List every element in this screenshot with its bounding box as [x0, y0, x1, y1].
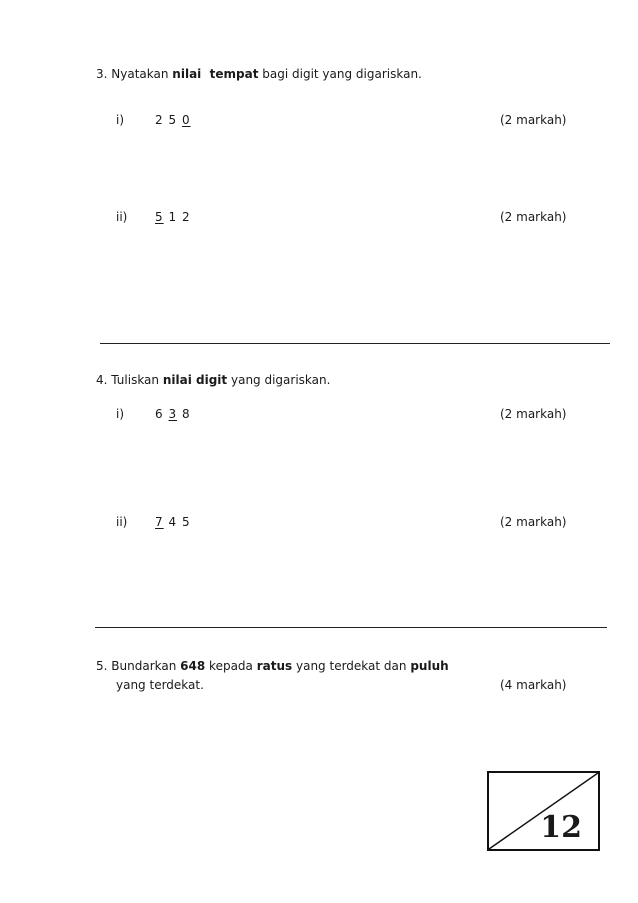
- q3-part-label: ii): [116, 210, 128, 224]
- marks-label: (2 markah): [500, 407, 567, 421]
- q5-question-line1: [96, 659, 449, 673]
- q3-part-label: i): [116, 113, 125, 127]
- section-divider: [100, 343, 610, 344]
- q4-part-label: i): [116, 407, 125, 421]
- q3-stem-a: Nyatakan: [111, 67, 169, 81]
- q4-part-digits: [155, 407, 191, 421]
- q5-number: 5.: [96, 659, 108, 673]
- q5-bold-2: ratus: [256, 659, 293, 673]
- q3-stem-bold: nilai tempat: [172, 67, 259, 81]
- section-divider: [95, 627, 607, 628]
- digit: 2: [155, 113, 164, 127]
- score-box: [487, 771, 600, 851]
- q3-question: [96, 67, 422, 81]
- q4-stem-c: yang digariskan.: [230, 373, 331, 387]
- digit: 5: [168, 113, 178, 127]
- q4-part-digits: [155, 515, 191, 529]
- q3-stem-c: bagi digit yang digariskan.: [262, 67, 422, 81]
- digit-underlined: 0: [181, 113, 191, 127]
- q5-text-1: Bundarkan: [111, 659, 177, 673]
- marks-label: (2 markah): [500, 515, 567, 529]
- q5-question-line2: yang terdekat.: [116, 678, 204, 692]
- q4-part-label: ii): [116, 515, 128, 529]
- q5-bold-3: puluh: [410, 659, 449, 673]
- digit-underlined: 7: [155, 515, 164, 529]
- q3-number: 3.: [96, 67, 108, 81]
- q5-bold-1: 648: [180, 659, 206, 673]
- q3-part-digits: [155, 113, 191, 127]
- marks-label: (2 markah): [500, 210, 567, 224]
- digit: 2: [181, 210, 191, 224]
- digit: 8: [181, 407, 191, 421]
- q3-part-digits: [155, 210, 191, 224]
- page-score: 12: [540, 810, 582, 845]
- digit: 5: [181, 515, 191, 529]
- digit: 6: [155, 407, 164, 421]
- q4-stem-bold: nilai digit: [162, 373, 228, 387]
- digit-underlined: 5: [155, 210, 164, 224]
- q4-question: [96, 373, 330, 387]
- q4-number: 4.: [96, 373, 108, 387]
- digit: 1: [168, 210, 178, 224]
- marks-label: (2 markah): [500, 113, 567, 127]
- marks-label: (4 markah): [500, 678, 567, 692]
- q4-stem-a: Tuliskan: [111, 373, 160, 387]
- q5-text-3: yang terdekat dan: [296, 659, 407, 673]
- digit-underlined: 3: [168, 407, 178, 421]
- digit: 4: [168, 515, 178, 529]
- q5-text-2: kepada: [209, 659, 253, 673]
